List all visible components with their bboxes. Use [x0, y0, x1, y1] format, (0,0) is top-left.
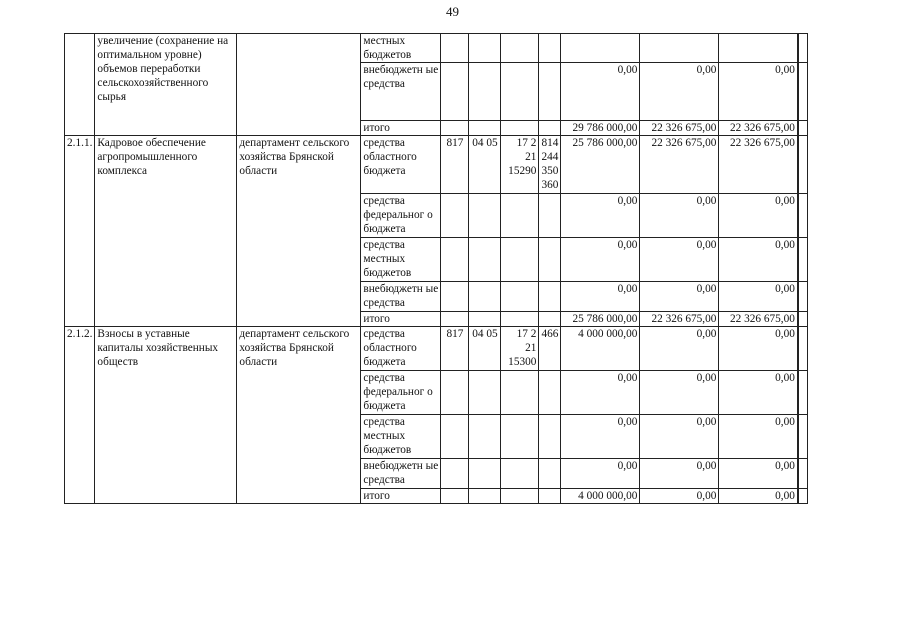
- amount-year1-cell: 0,00: [561, 282, 640, 312]
- code-grbs-cell: [441, 121, 469, 136]
- amount-year1-cell: 4 000 000,00: [561, 327, 640, 371]
- funding-source-cell: средства местных бюджетов: [361, 238, 441, 282]
- code-target-cell: [501, 415, 539, 459]
- amount-year2-cell: 0,00: [640, 415, 719, 459]
- code-type-cell: [539, 371, 561, 415]
- amount-year2-cell: 22 326 675,00: [640, 136, 719, 194]
- code-section-cell: [469, 459, 501, 489]
- measure-name-cell: Кадровое обеспечение агропромышленного комплекса: [95, 136, 237, 327]
- code-section-cell: [469, 282, 501, 312]
- code-grbs-cell: [441, 415, 469, 459]
- amount-year1-cell: 4 000 000,00: [561, 489, 640, 504]
- code-type-cell: [539, 415, 561, 459]
- measure-name-cell: увеличение (сохранение на оптимальном уровне) объемов переработки сельскохозяйственного сырья: [95, 34, 237, 136]
- amount-year1-cell: 0,00: [561, 63, 640, 121]
- extra-cell: [798, 34, 808, 63]
- code-target-cell: [501, 63, 539, 121]
- table-row: [65, 34, 808, 63]
- code-section-cell: [469, 34, 501, 63]
- extra-cell: [798, 282, 808, 312]
- amount-year2-cell: 0,00: [640, 327, 719, 371]
- amount-year3-cell: 22 326 675,00: [719, 121, 798, 136]
- row-number-cell: [65, 34, 95, 136]
- amount-year2-cell: 0,00: [640, 238, 719, 282]
- code-section-cell: 04 05: [469, 136, 501, 194]
- code-grbs-cell: [441, 63, 469, 121]
- amount-year1-cell: 0,00: [561, 415, 640, 459]
- code-grbs-cell: 817: [441, 327, 469, 371]
- code-target-cell: 17 2 21 15290: [501, 136, 539, 194]
- amount-year3-cell: 0,00: [719, 327, 798, 371]
- code-section-cell: [469, 121, 501, 136]
- amount-year1-cell: 25 786 000,00: [561, 312, 640, 327]
- funding-source-cell: внебюджетн ые средства: [361, 282, 441, 312]
- amount-year3-cell: 22 326 675,00: [719, 136, 798, 194]
- amount-year2-cell: 0,00: [640, 194, 719, 238]
- amount-year1-cell: 25 786 000,00: [561, 136, 640, 194]
- amount-year3-cell: 0,00: [719, 194, 798, 238]
- code-section-cell: [469, 415, 501, 459]
- measure-name-cell: Взносы в уставные капиталы хозяйственных обществ: [95, 327, 237, 504]
- code-type-cell: 814 244 350 360: [539, 136, 561, 194]
- row-number-cell: 2.1.1.: [65, 136, 95, 327]
- table-row: [65, 327, 808, 371]
- extra-cell: [798, 489, 808, 504]
- budget-table: [64, 33, 808, 504]
- code-type-cell: [539, 238, 561, 282]
- amount-year3-cell: 0,00: [719, 489, 798, 504]
- code-target-cell: [501, 371, 539, 415]
- amount-year3-cell: 0,00: [719, 415, 798, 459]
- code-section-cell: [469, 194, 501, 238]
- funding-source-cell: средства федеральног о бюджета: [361, 194, 441, 238]
- code-target-cell: [501, 282, 539, 312]
- responsible-cell: департамент сельского хозяйства Брянской области: [237, 136, 361, 327]
- extra-cell: [798, 459, 808, 489]
- code-grbs-cell: [441, 282, 469, 312]
- funding-source-cell: средства федеральног о бюджета: [361, 371, 441, 415]
- code-target-cell: [501, 238, 539, 282]
- code-section-cell: [469, 371, 501, 415]
- amount-year2-cell: 22 326 675,00: [640, 121, 719, 136]
- amount-year2-cell: 0,00: [640, 459, 719, 489]
- code-target-cell: [501, 34, 539, 63]
- code-target-cell: [501, 194, 539, 238]
- extra-cell: [798, 371, 808, 415]
- extra-cell: [798, 63, 808, 121]
- code-section-cell: 04 05: [469, 327, 501, 371]
- code-type-cell: [539, 194, 561, 238]
- amount-year1-cell: 0,00: [561, 238, 640, 282]
- funding-source-cell: итого: [361, 121, 441, 136]
- extra-cell: [798, 312, 808, 327]
- amount-year2-cell: 0,00: [640, 63, 719, 121]
- code-type-cell: [539, 63, 561, 121]
- code-target-cell: [501, 489, 539, 504]
- code-type-cell: [539, 121, 561, 136]
- extra-cell: [798, 238, 808, 282]
- code-type-cell: 466: [539, 327, 561, 371]
- amount-year1-cell: 0,00: [561, 371, 640, 415]
- row-number-cell: 2.1.2.: [65, 327, 95, 504]
- code-grbs-cell: 817: [441, 136, 469, 194]
- funding-source-cell: местных бюджетов: [361, 34, 441, 63]
- funding-source-cell: внебюджетн ые средства: [361, 63, 441, 121]
- amount-year3-cell: 0,00: [719, 371, 798, 415]
- amount-year2-cell: 0,00: [640, 371, 719, 415]
- extra-cell: [798, 121, 808, 136]
- page-number: 49: [446, 4, 459, 19]
- table-row: [65, 136, 808, 194]
- amount-year2-cell: 22 326 675,00: [640, 312, 719, 327]
- amount-year3-cell: 0,00: [719, 282, 798, 312]
- amount-year3-cell: 0,00: [719, 63, 798, 121]
- funding-source-cell: средства местных бюджетов: [361, 415, 441, 459]
- amount-year3-cell: 0,00: [719, 238, 798, 282]
- amount-year1-cell: 0,00: [561, 194, 640, 238]
- code-target-cell: [501, 459, 539, 489]
- extra-cell: [798, 194, 808, 238]
- code-section-cell: [469, 489, 501, 504]
- code-grbs-cell: [441, 34, 469, 63]
- code-grbs-cell: [441, 489, 469, 504]
- code-grbs-cell: [441, 459, 469, 489]
- funding-source-cell: средства областного бюджета: [361, 327, 441, 371]
- code-target-cell: [501, 121, 539, 136]
- code-section-cell: [469, 63, 501, 121]
- amount-year2-cell: 0,00: [640, 489, 719, 504]
- code-grbs-cell: [441, 312, 469, 327]
- amount-year3-cell: [719, 34, 798, 63]
- extra-cell: [798, 327, 808, 371]
- funding-source-cell: итого: [361, 312, 441, 327]
- code-target-cell: 17 2 21 15300: [501, 327, 539, 371]
- amount-year3-cell: 22 326 675,00: [719, 312, 798, 327]
- code-section-cell: [469, 312, 501, 327]
- funding-source-cell: внебюджетн ые средства: [361, 459, 441, 489]
- code-type-cell: [539, 459, 561, 489]
- amount-year1-cell: 0,00: [561, 459, 640, 489]
- funding-source-cell: итого: [361, 489, 441, 504]
- extra-cell: [798, 415, 808, 459]
- code-target-cell: [501, 312, 539, 327]
- code-grbs-cell: [441, 238, 469, 282]
- amount-year3-cell: 0,00: [719, 459, 798, 489]
- funding-source-cell: средства областного бюджета: [361, 136, 441, 194]
- code-grbs-cell: [441, 194, 469, 238]
- code-type-cell: [539, 34, 561, 63]
- amount-year1-cell: [561, 34, 640, 63]
- code-type-cell: [539, 312, 561, 327]
- responsible-cell: [237, 34, 361, 136]
- amount-year2-cell: [640, 34, 719, 63]
- code-type-cell: [539, 489, 561, 504]
- responsible-cell: департамент сельского хозяйства Брянской области: [237, 327, 361, 504]
- code-type-cell: [539, 282, 561, 312]
- table-body: [65, 34, 808, 504]
- extra-cell: [798, 136, 808, 194]
- code-section-cell: [469, 238, 501, 282]
- code-grbs-cell: [441, 371, 469, 415]
- amount-year1-cell: 29 786 000,00: [561, 121, 640, 136]
- amount-year2-cell: 0,00: [640, 282, 719, 312]
